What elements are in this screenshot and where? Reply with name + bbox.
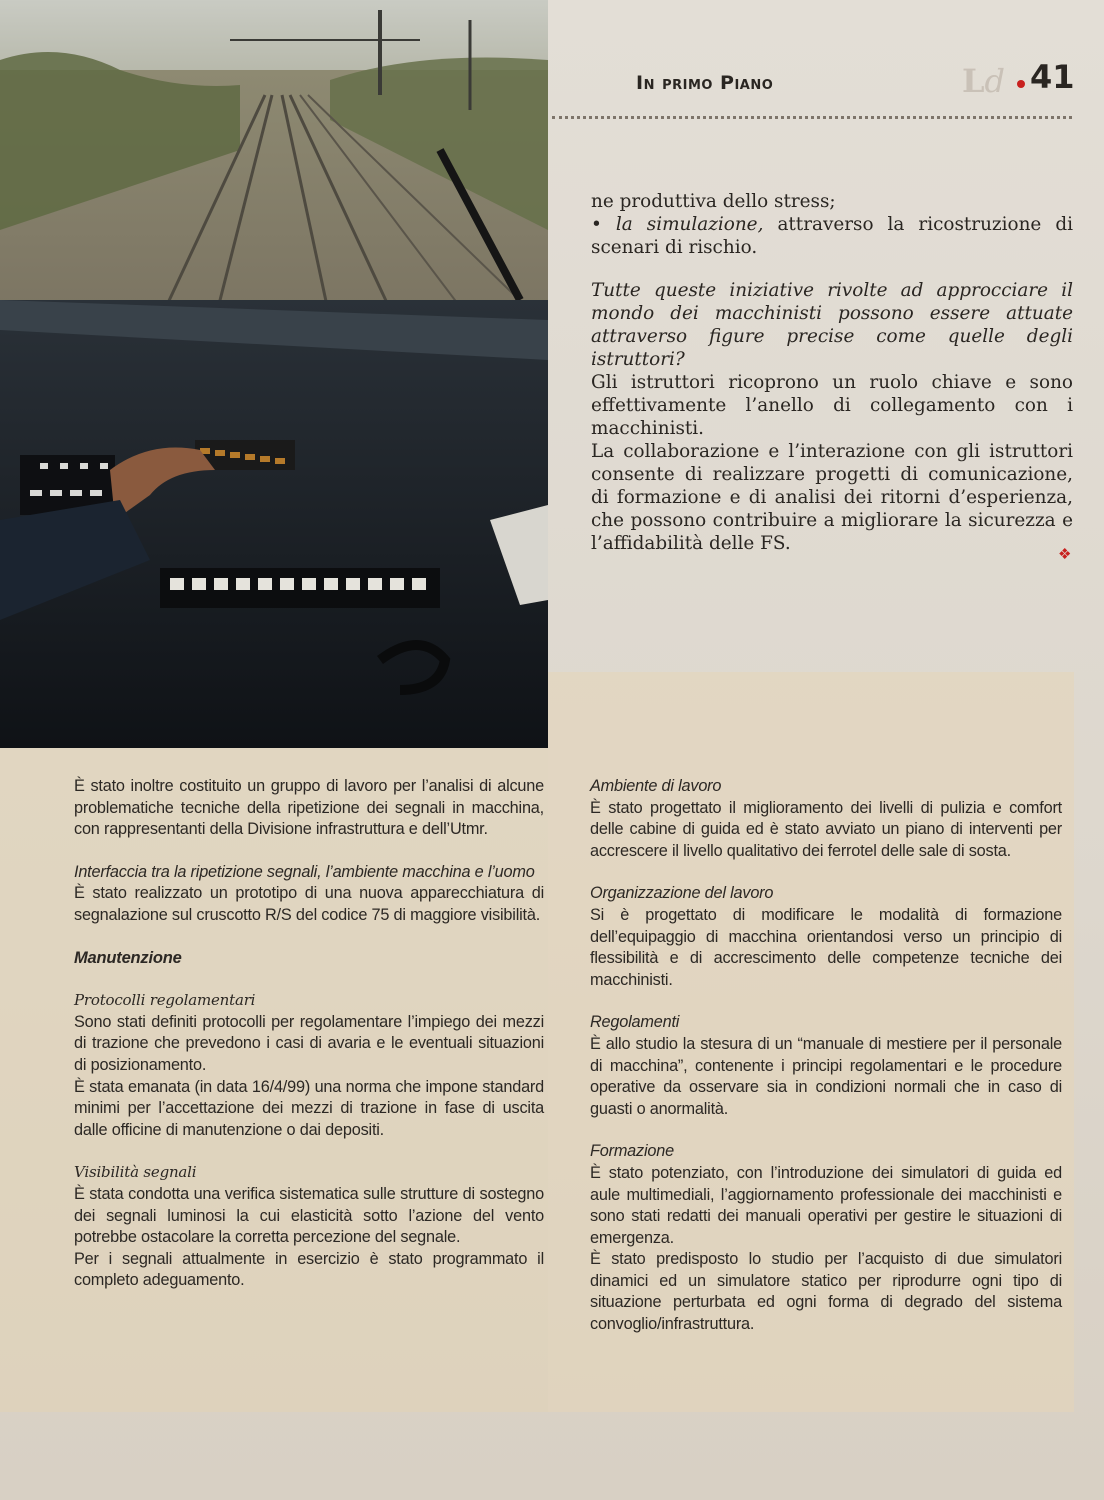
paragraph: È stato inoltre costituito un gruppo di lavoro per l’analisi di alcune problematiche tecniche della ripetizione dei segnali in macchina, con rappresentanti della Divisione infrastruttura e dell’Utmr. [74,777,544,839]
paragraph: Gli istruttori ricoprono un ruolo chiave e sono effettivamente l’anello di collegamento con i macchinisti. [591,372,1073,439]
ornament-icon: ❖ [1058,545,1072,563]
subheading: Visibilità segnali [74,1163,197,1182]
heading: Manutenzione [74,948,182,967]
section-title: In primo Piano [636,72,774,94]
left-column [74,776,544,1292]
paragraph: Per i segnali attualmente in esercizio è stato programmato il completo adeguamento. [74,1249,544,1290]
dotted-rule [552,116,1072,119]
paragraph: È stato realizzato un prototipo di una nuova apparecchiatura di segnalazione sul cruscotto R/S del codice 75 di maggiore visibilità. [74,884,544,924]
bullet-dot-icon [1017,80,1025,88]
paragraph: ne produttiva dello stress; [591,191,836,212]
logo-l: L [962,62,985,100]
subheading: Organizzazione del lavoro [590,884,774,903]
page-number: 41 [1030,58,1075,96]
top-right-column [591,190,1073,555]
paragraph: Si è progettato di modificare le modalità di formazione dell’equipaggio di macchina orientandosi verso un principio di flessibilità e di accrescimento delle competenze tecniche dei macchinisti. [590,905,1062,989]
subheading: Regolamenti [590,1013,680,1032]
subheading: Formazione [590,1142,674,1161]
paragraph: È allo studio la stesura di un “manuale di mestiere per il personale di macchina”, contenente i principi regolamentari e le procedure operative da osservare sia in condizioni normali che in caso di guasti o anormalità. [590,1034,1062,1118]
paragraph: La collaborazione e l’interazione con gli istruttori consente di realizzare progetti di comunicazione, di formazione e di analisi dei ritorni d’esperienza, che possono contribuire a migliorare la sicurezza e l’affidabilità delle FS. [591,441,1073,554]
paragraph: È stata emanata (in data 16/4/99) una norma che impone standard minimi per l’accettazione dei mezzi di trazione in fase di uscita dalle officine di manutenzione o dai depositi. [74,1077,544,1139]
right-column [590,776,1062,1336]
subheading: Ambiente di lavoro [590,777,722,795]
paragraph: È stato progettato il miglioramento dei livelli di pulizia e comfort delle cabine di guida ed è stato avviato un piano di interventi per accrescere il livello qualitativo dei ferrotel delle sale di sosta. [590,798,1062,860]
subheading: Interfaccia tra la ripetizione segnali, l’ambiente macchina e l’uomo [74,862,535,881]
paragraph: Sono stati definiti protocolli per regolamentare l’impiego dei mezzi di trazione che prevedono i casi di avaria e le eventuali situazioni di posizionamento. [74,1012,544,1074]
magazine-logo [962,62,1005,100]
paragraph: È stato potenziato, con l’introduzione dei simulatori di guida ed aule multimediali, l’aggiornamento professionale dei macchinisti e sono stati redatti dei manuali operativi per gestire le situazioni di emergenza. [590,1163,1062,1247]
paragraph: È stato predisposto lo studio per l’acquisto di due simulatori dinamici ed un simulatore statico per riprodurre ogni tipo di situazione perturbata ed ogni forma di degrado del sistema convoglio/infrastruttura. [590,1250,1062,1334]
paragraph: È stata condotta una verifica sistematica sulle strutture di sostegno dei segnali luminosi la cui elasticità sotto l’azione del vento potrebbe ostacolare la corretta percezione del segnale. [74,1184,544,1247]
bullet-text: attraverso la ricostruzione di scenari di rischio. [591,214,1073,258]
interview-question: Tutte queste iniziative rivolte ad approcciare il mondo dei macchinisti possono essere attuate attraverso figure precise come quelle degli istruttori? [591,280,1073,370]
bullet-italic: • la simulazione, [591,214,764,235]
subheading: Protocolli regolamentari [74,991,256,1010]
logo-d: d [984,62,1005,100]
train-cab-photo [0,0,548,748]
paragraph [591,213,1073,259]
